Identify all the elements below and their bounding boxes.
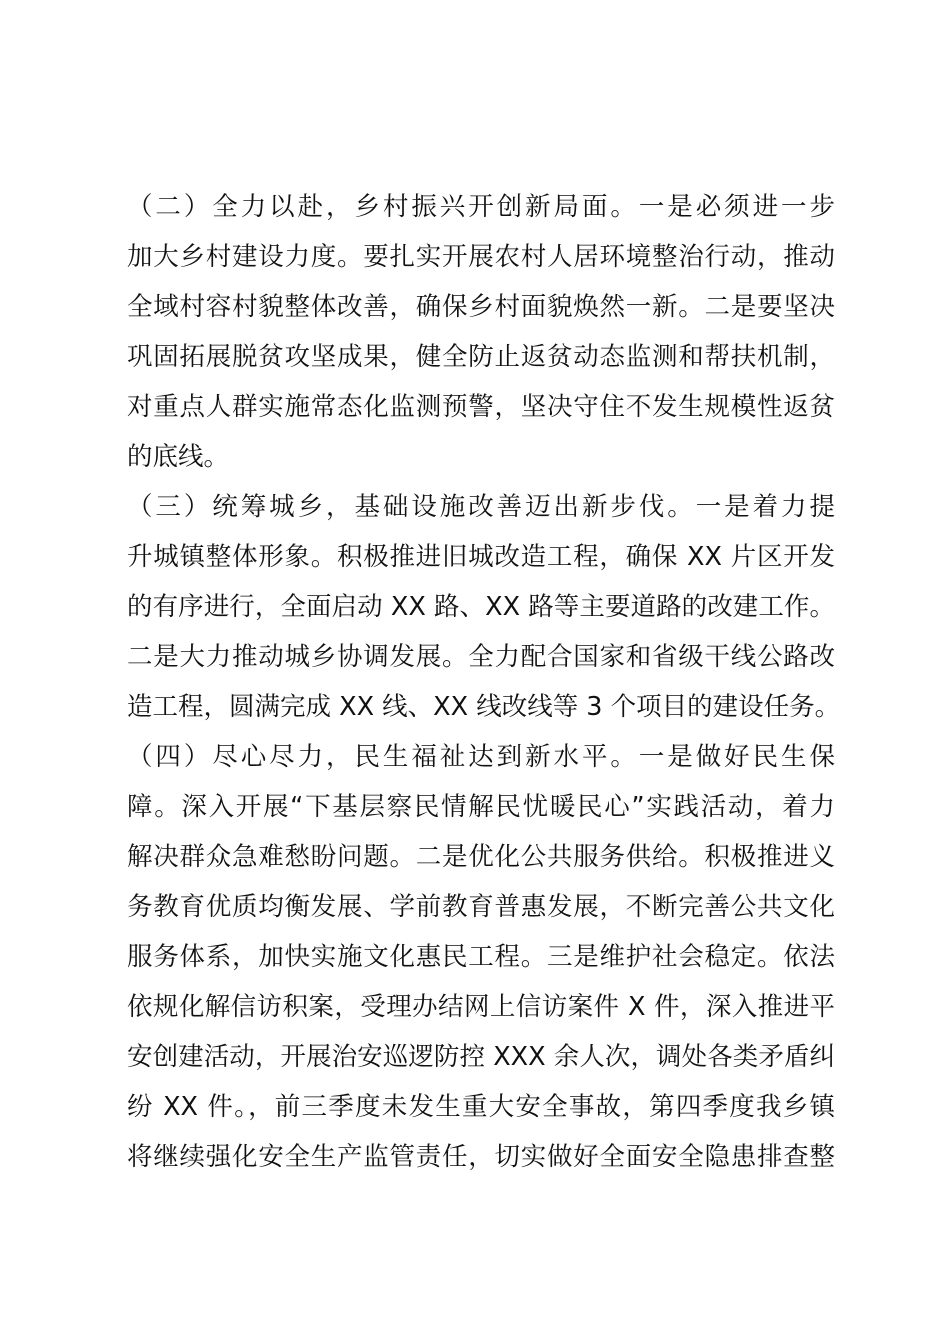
text-line: 造工程，圆满完成 XX 线、XX 线改线等 3 个项目的建设任务。: [127, 692, 841, 722]
text-line: 加大乡村建设力度。要扎实开展农村人居环境整治行动，推动: [127, 242, 835, 272]
text-line: 巩固拓展脱贫攻坚成果，健全防止返贫动态监测和帮扶机制，: [127, 342, 835, 372]
text-line: 安创建活动，开展治安巡逻防控 XXX 余人次，调处各类矛盾纠: [127, 1042, 835, 1072]
text-line: 全域村容村貌整体改善，确保乡村面貌焕然一新。二是要坚决: [127, 292, 835, 322]
text-line: 的底线。: [127, 442, 230, 472]
text-line: 服务体系，加快实施文化惠民工程。三是维护社会稳定。依法: [127, 942, 835, 972]
paragraph-rural-revitalization: [127, 182, 835, 482]
text-line: 务教育优质均衡发展、学前教育普惠发展，不断完善公共文化: [127, 892, 835, 922]
text-line: 二是大力推动城乡协调发展。全力配合国家和省级干线公路改: [127, 642, 835, 672]
text-line: 障。深入开展“下基层察民情解民忧暖民心”实践活动，着力: [127, 792, 835, 822]
text-line: 对重点人群实施常态化监测预警，坚决守住不发生规模性返贫: [127, 392, 835, 422]
text-line: 将继续强化安全生产监管责任，切实做好全面安全隐患排查整: [127, 1142, 835, 1172]
paragraph-livelihood-welfare: [127, 732, 835, 1182]
paragraph-urban-rural-infrastructure: [127, 482, 841, 732]
text-line: （四）尽心尽力，民生福祉达到新水平。一是做好民生保: [127, 742, 835, 772]
text-line: 升城镇整体形象。积极推进旧城改造工程，确保 XX 片区开发: [127, 542, 835, 572]
text-line: （三）统筹城乡，基础设施改善迈出新步伐。一是着力提: [127, 492, 835, 522]
text-line: 依规化解信访积案，受理办结网上信访案件 X 件，深入推进平: [127, 992, 835, 1022]
text-line: （二）全力以赴，乡村振兴开创新局面。一是必须进一步: [127, 192, 835, 222]
document-body: [127, 182, 841, 1182]
text-line: 的有序进行，全面启动 XX 路、XX 路等主要道路的改建工作。: [127, 592, 835, 622]
text-line: 纷 XX 件。，前三季度未发生重大安全事故，第四季度我乡镇: [127, 1092, 835, 1122]
text-line: 解决群众急难愁盼问题。二是优化公共服务供给。积极推进义: [127, 842, 835, 872]
